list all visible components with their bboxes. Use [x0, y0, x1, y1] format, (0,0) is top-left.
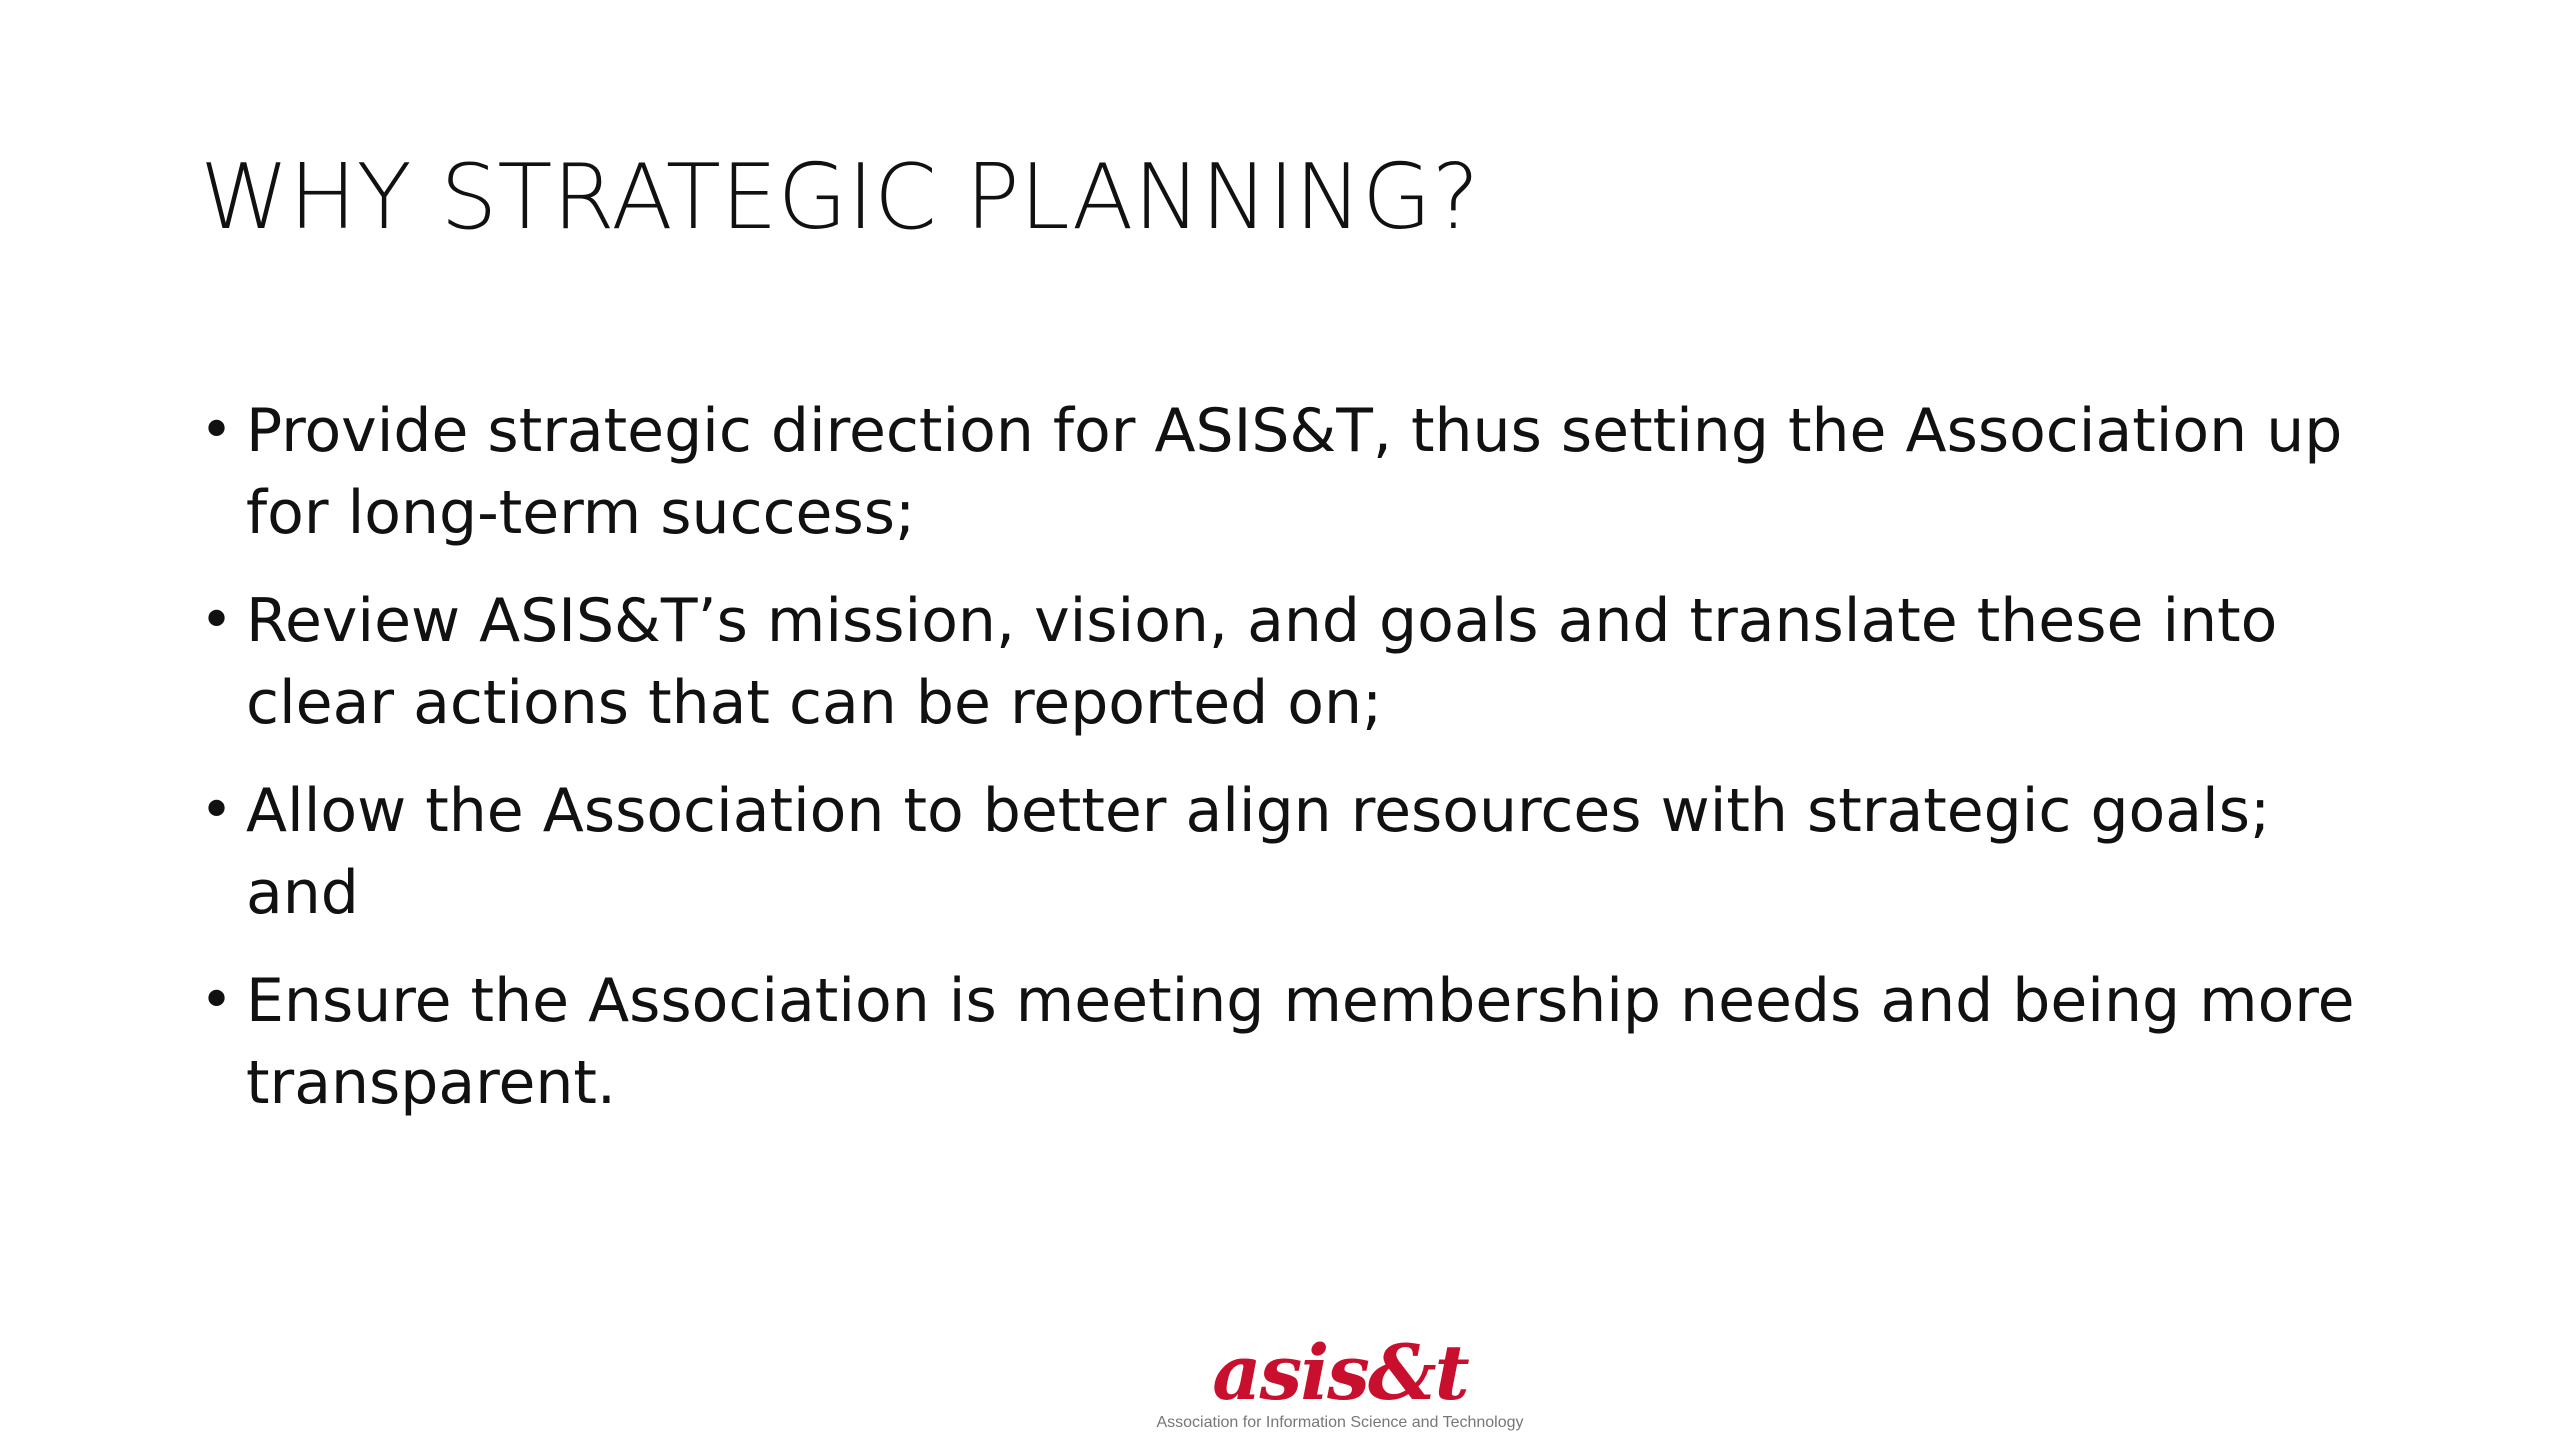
slide-title: WHY STRATEGIC PLANNING?: [200, 145, 1480, 250]
bullet-marker: •: [200, 968, 234, 1033]
bullet-marker: •: [200, 778, 234, 843]
bullet-marker: •: [200, 398, 234, 463]
bullet-item: [200, 390, 2400, 554]
bullet-text: Review ASIS&T’s mission, vision, and goals and translate these into clear actions that can be reported on;: [246, 586, 2278, 738]
asist-logo: [1135, 1328, 1545, 1438]
bullet-text: Ensure the Association is meeting membership needs and being more transparent.: [246, 966, 2355, 1118]
bullet-text: Provide strategic direction for ASIS&T, thus setting the Association up for long-term success;: [246, 396, 2343, 548]
bullet-list: [200, 390, 2400, 1150]
bullet-marker: •: [200, 588, 234, 653]
logo-tagline: Association for Information Science and Technology: [1156, 1414, 1524, 1431]
bullet-item: [200, 580, 2400, 744]
bullet-text: Allow the Association to better align resources with strategic goals; and: [246, 776, 2271, 928]
bullet-item: [200, 770, 2400, 934]
logo-wordmark: asis&t: [1212, 1328, 1468, 1417]
bullet-item: [200, 960, 2400, 1124]
